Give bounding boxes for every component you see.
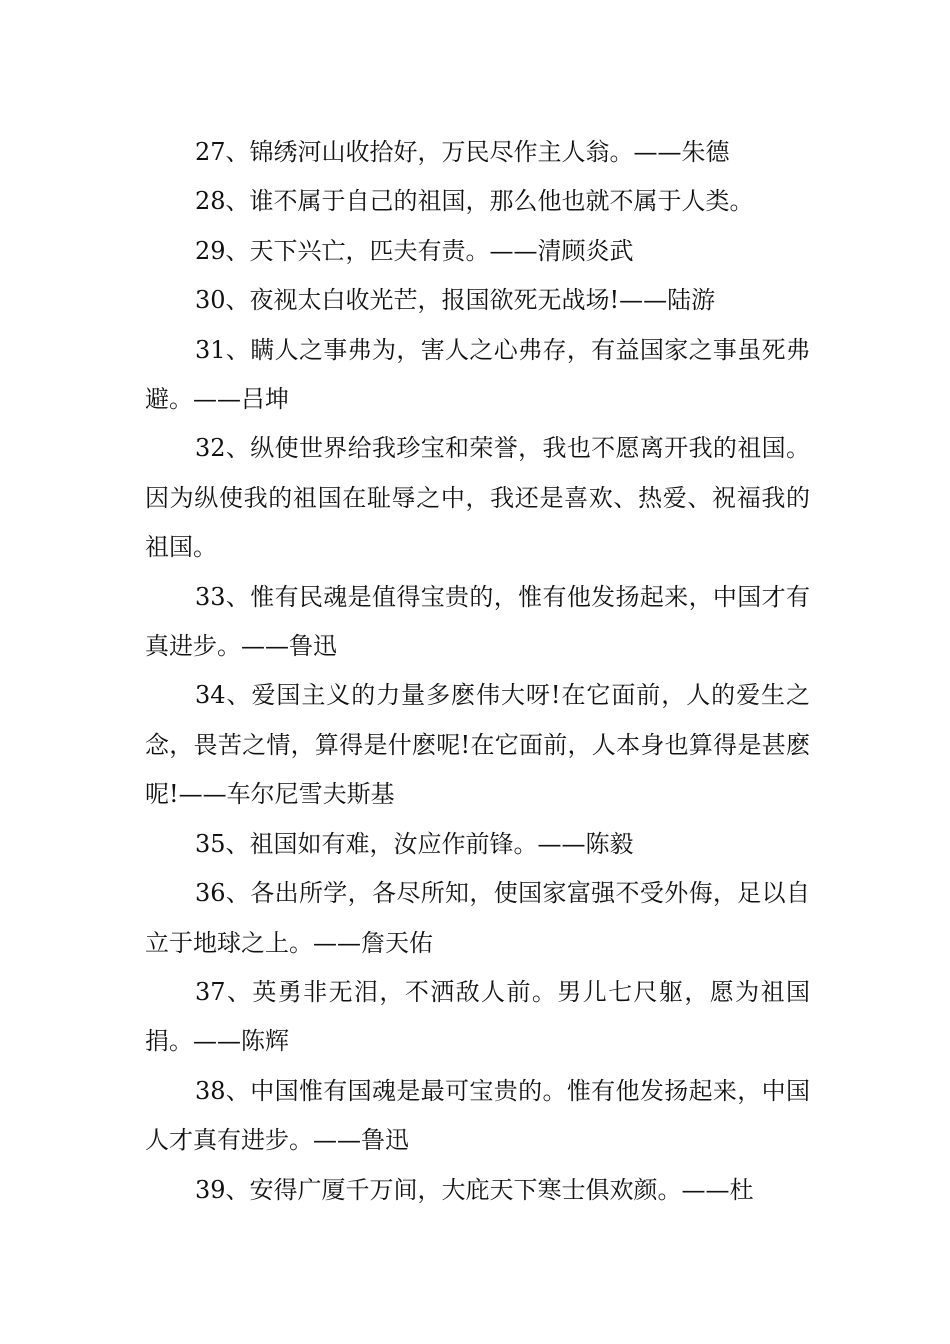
quote-paragraph-37: 37、英勇非无泪，不洒敌人前。男儿七尺躯，愿为祖国捐。——陈辉	[145, 977, 810, 1056]
quote-paragraph-39: 39、安得广厦千万间，大庇天下寒士俱欢颜。——杜	[195, 1175, 754, 1204]
quote-paragraph-30: 30、夜视太白收光芒，报国欲死无战场!——陆游	[195, 286, 716, 315]
quote-paragraph-38: 38、中国惟有国魂是最可宝贵的。惟有他发扬起来，中国人才真有进步。——鲁迅	[145, 1076, 810, 1155]
quote-paragraph-29: 29、天下兴亡，匹夫有责。——清顾炎武	[195, 236, 634, 265]
quote-paragraph-34: 34、爱国主义的力量多麽伟大呀!在它面前，人的爱生之念，畏苦之情，算得是什麽呢!在它面前，人本身也算得是甚麽呢!——车尔尼雪夫斯基	[145, 681, 810, 809]
quote-list	[145, 128, 810, 1215]
quote-paragraph-32: 32、纵使世界给我珍宝和荣誉，我也不愿离开我的祖国。因为纵使我的祖国在耻辱之中，我还是喜欢、热爱、祝福我的祖国。	[145, 434, 810, 562]
quote-paragraph-28: 28、谁不属于自己的祖国，那么他也就不属于人类。	[195, 187, 754, 216]
quote-paragraph-35: 35、祖国如有难，汝应作前锋。——陈毅	[195, 829, 634, 858]
quote-paragraph-36: 36、各出所学，各尽所知，使国家富强不受外侮，足以自立于地球之上。——詹天佑	[145, 879, 810, 957]
quote-paragraph-31: 31、瞒人之事弗为，害人之心弗存，有益国家之事虽死弗避。——吕坤	[145, 335, 810, 414]
quote-paragraph-33: 33、惟有民魂是值得宝贵的，惟有他发扬起来，中国才有真进步。——鲁迅	[145, 582, 810, 661]
quote-paragraph-27: 27、锦绣河山收拾好，万民尽作主人翁。——朱德	[195, 138, 730, 166]
